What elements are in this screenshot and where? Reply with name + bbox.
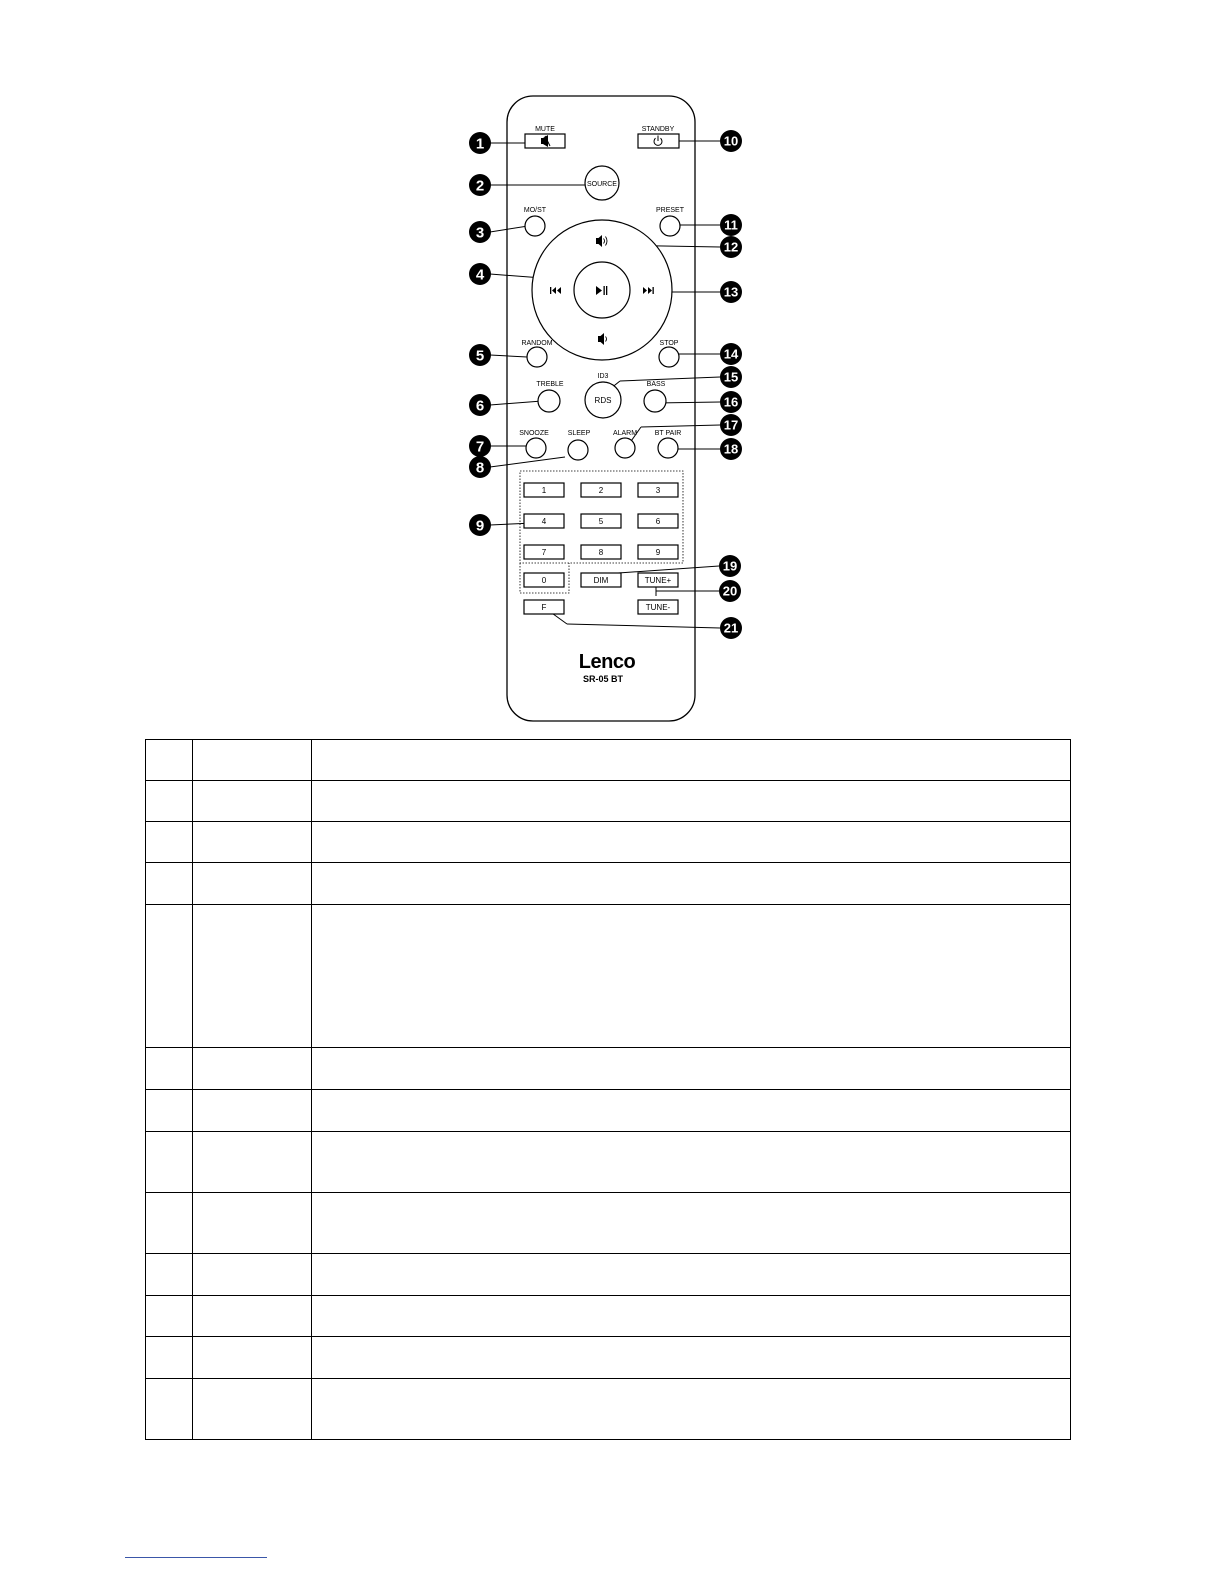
table-row	[146, 822, 1071, 863]
treble-button[interactable]	[538, 390, 560, 412]
footer-hyperlink-underline[interactable]	[125, 1557, 267, 1558]
cell-description	[312, 781, 1071, 822]
standby-label: STANDBY	[641, 126, 675, 133]
stop-button[interactable]	[659, 347, 679, 367]
bass-button[interactable]	[644, 390, 666, 412]
model-name: SR-05 BT	[582, 674, 624, 684]
table-row	[146, 781, 1071, 822]
treble-label: TREBLE	[536, 381, 564, 388]
svg-text:18: 18	[723, 441, 739, 457]
table-row	[146, 863, 1071, 905]
callout-8	[469, 456, 491, 478]
bt-pair-label: BT PAIR	[654, 430, 682, 437]
svg-text:20: 20	[722, 583, 738, 599]
cell-number	[146, 1090, 193, 1132]
svg-text:3: 3	[655, 486, 661, 495]
svg-text:8: 8	[598, 548, 604, 557]
svg-text:1: 1	[541, 486, 547, 495]
cell-description	[312, 1337, 1071, 1379]
standby-button[interactable]	[638, 134, 679, 148]
table-row	[146, 1379, 1071, 1440]
callout-2	[469, 174, 491, 196]
cell-description	[312, 1193, 1071, 1254]
source-label: SOURCE	[587, 181, 617, 188]
snooze-button[interactable]	[526, 438, 546, 458]
source-button[interactable]	[585, 166, 619, 200]
svg-text:1: 1	[475, 135, 485, 153]
key-3[interactable]	[638, 483, 678, 497]
svg-text:5: 5	[598, 517, 604, 526]
cell-key	[193, 1090, 312, 1132]
callout-21	[720, 617, 742, 639]
tune-plus-button[interactable]	[638, 573, 678, 587]
table-row	[146, 1090, 1071, 1132]
preset-button[interactable]	[660, 216, 680, 236]
tune-minus-label: TUNE-	[645, 603, 671, 612]
cell-number	[146, 1337, 193, 1379]
table-row	[146, 1048, 1071, 1090]
cell-description	[312, 905, 1071, 1048]
callout-7	[469, 435, 491, 457]
tune-plus-label: TUNE+	[644, 576, 672, 585]
key-8[interactable]	[581, 545, 621, 559]
cell-key	[193, 1254, 312, 1296]
svg-text:4: 4	[475, 266, 485, 284]
table-row	[146, 1193, 1071, 1254]
key-9[interactable]	[638, 545, 678, 559]
key-2[interactable]	[581, 483, 621, 497]
cell-key	[193, 1379, 312, 1440]
svg-text:2: 2	[475, 177, 485, 195]
svg-text:6: 6	[655, 517, 661, 526]
callout-4	[469, 263, 491, 285]
svg-text:11: 11	[724, 217, 738, 233]
svg-text:16: 16	[723, 394, 739, 410]
svg-text:6: 6	[475, 397, 485, 415]
cell-key	[193, 1048, 312, 1090]
svg-text:7: 7	[475, 438, 485, 456]
svg-text:9: 9	[475, 517, 485, 535]
tune-minus-button[interactable]	[638, 600, 678, 614]
table-row	[146, 1132, 1071, 1193]
id3-label: ID3	[597, 373, 609, 380]
cell-number	[146, 1193, 193, 1254]
cell-number	[146, 740, 193, 781]
svg-text:13: 13	[723, 284, 739, 300]
bt-pair-button[interactable]	[658, 438, 678, 458]
callout-6	[469, 394, 491, 416]
mo-st-button[interactable]	[525, 216, 545, 236]
cell-description	[312, 1296, 1071, 1337]
cell-number	[146, 822, 193, 863]
cell-description	[312, 1132, 1071, 1193]
svg-text:14: 14	[723, 346, 739, 362]
cell-key	[193, 1132, 312, 1193]
cell-description	[312, 863, 1071, 905]
alarm-button[interactable]	[615, 438, 635, 458]
cell-number	[146, 1048, 193, 1090]
svg-text:0: 0	[541, 576, 547, 585]
cell-key	[193, 740, 312, 781]
play-pause-button[interactable]	[574, 262, 630, 318]
svg-text:19: 19	[722, 558, 738, 574]
sleep-button[interactable]	[568, 440, 588, 460]
bass-label: BASS	[646, 381, 666, 388]
key-5[interactable]	[581, 514, 621, 528]
cell-description	[312, 1379, 1071, 1440]
preset-label: PRESET	[655, 207, 685, 214]
svg-text:8: 8	[475, 459, 485, 477]
cell-key	[193, 863, 312, 905]
callout-11	[720, 214, 742, 236]
cell-number	[146, 781, 193, 822]
alarm-label: ALARM	[612, 430, 638, 437]
brand-logo: Lenco	[578, 651, 636, 673]
cell-key	[193, 822, 312, 863]
key-7[interactable]	[524, 545, 564, 559]
svg-text:7: 7	[541, 548, 547, 557]
cell-number	[146, 905, 193, 1048]
cell-number	[146, 1379, 193, 1440]
svg-text:12: 12	[723, 239, 739, 255]
callout-10	[720, 130, 742, 152]
cell-key	[193, 1193, 312, 1254]
cell-number	[146, 1132, 193, 1193]
random-button[interactable]	[527, 347, 547, 367]
callout-5	[469, 344, 491, 366]
mute-label: MUTE	[535, 126, 555, 133]
cell-number	[146, 863, 193, 905]
table-row	[146, 1254, 1071, 1296]
svg-text:3: 3	[475, 224, 485, 242]
table-row	[146, 1296, 1071, 1337]
svg-text:17: 17	[723, 417, 739, 433]
f-button[interactable]	[524, 600, 564, 614]
key-1[interactable]	[524, 483, 564, 497]
svg-text:4: 4	[541, 517, 547, 526]
svg-text:15: 15	[723, 369, 739, 385]
cell-number	[146, 1296, 193, 1337]
key-4[interactable]	[524, 514, 564, 528]
callout-17	[720, 414, 742, 436]
callout-14	[720, 343, 742, 365]
key-0[interactable]	[524, 573, 564, 587]
cell-description	[312, 1254, 1071, 1296]
svg-text:5: 5	[475, 347, 485, 365]
table-row	[146, 905, 1071, 1048]
svg-text:9: 9	[655, 548, 661, 557]
function-description-table	[145, 739, 1071, 1440]
svg-text:2: 2	[598, 486, 604, 495]
cell-number	[146, 1254, 193, 1296]
sleep-label: SLEEP	[567, 430, 591, 437]
callout-15	[720, 366, 742, 388]
callout-12	[720, 236, 742, 258]
callout-16	[720, 391, 742, 413]
cell-description	[312, 740, 1071, 781]
cell-key	[193, 1337, 312, 1379]
callout-3	[469, 221, 491, 243]
cell-description	[312, 822, 1071, 863]
svg-text:10: 10	[723, 133, 739, 149]
callout-9	[469, 514, 491, 536]
rds-label: RDS	[594, 396, 612, 405]
callout-20	[719, 580, 741, 602]
callout-19	[719, 555, 741, 577]
cell-key	[193, 1296, 312, 1337]
callout-18	[720, 438, 742, 460]
dim-button[interactable]	[581, 573, 621, 587]
rds-button[interactable]	[585, 382, 621, 418]
key-6[interactable]	[638, 514, 678, 528]
snooze-label: SNOOZE	[519, 430, 549, 437]
stop-label: STOP	[659, 340, 679, 347]
callout-13	[720, 281, 742, 303]
cell-key	[193, 781, 312, 822]
dim-label: DIM	[593, 576, 609, 585]
callout-1	[469, 132, 491, 154]
table-row	[146, 1337, 1071, 1379]
mo-st-label: MO/ST	[523, 207, 547, 214]
cell-key	[193, 905, 312, 1048]
svg-text:21: 21	[723, 620, 739, 636]
cell-description	[312, 1090, 1071, 1132]
mute-button[interactable]	[525, 134, 565, 148]
table-row	[146, 740, 1071, 781]
remote-control-diagram	[0, 0, 1224, 740]
random-label: RANDOM	[521, 340, 553, 347]
f-label: F	[541, 603, 547, 612]
cell-description	[312, 1048, 1071, 1090]
